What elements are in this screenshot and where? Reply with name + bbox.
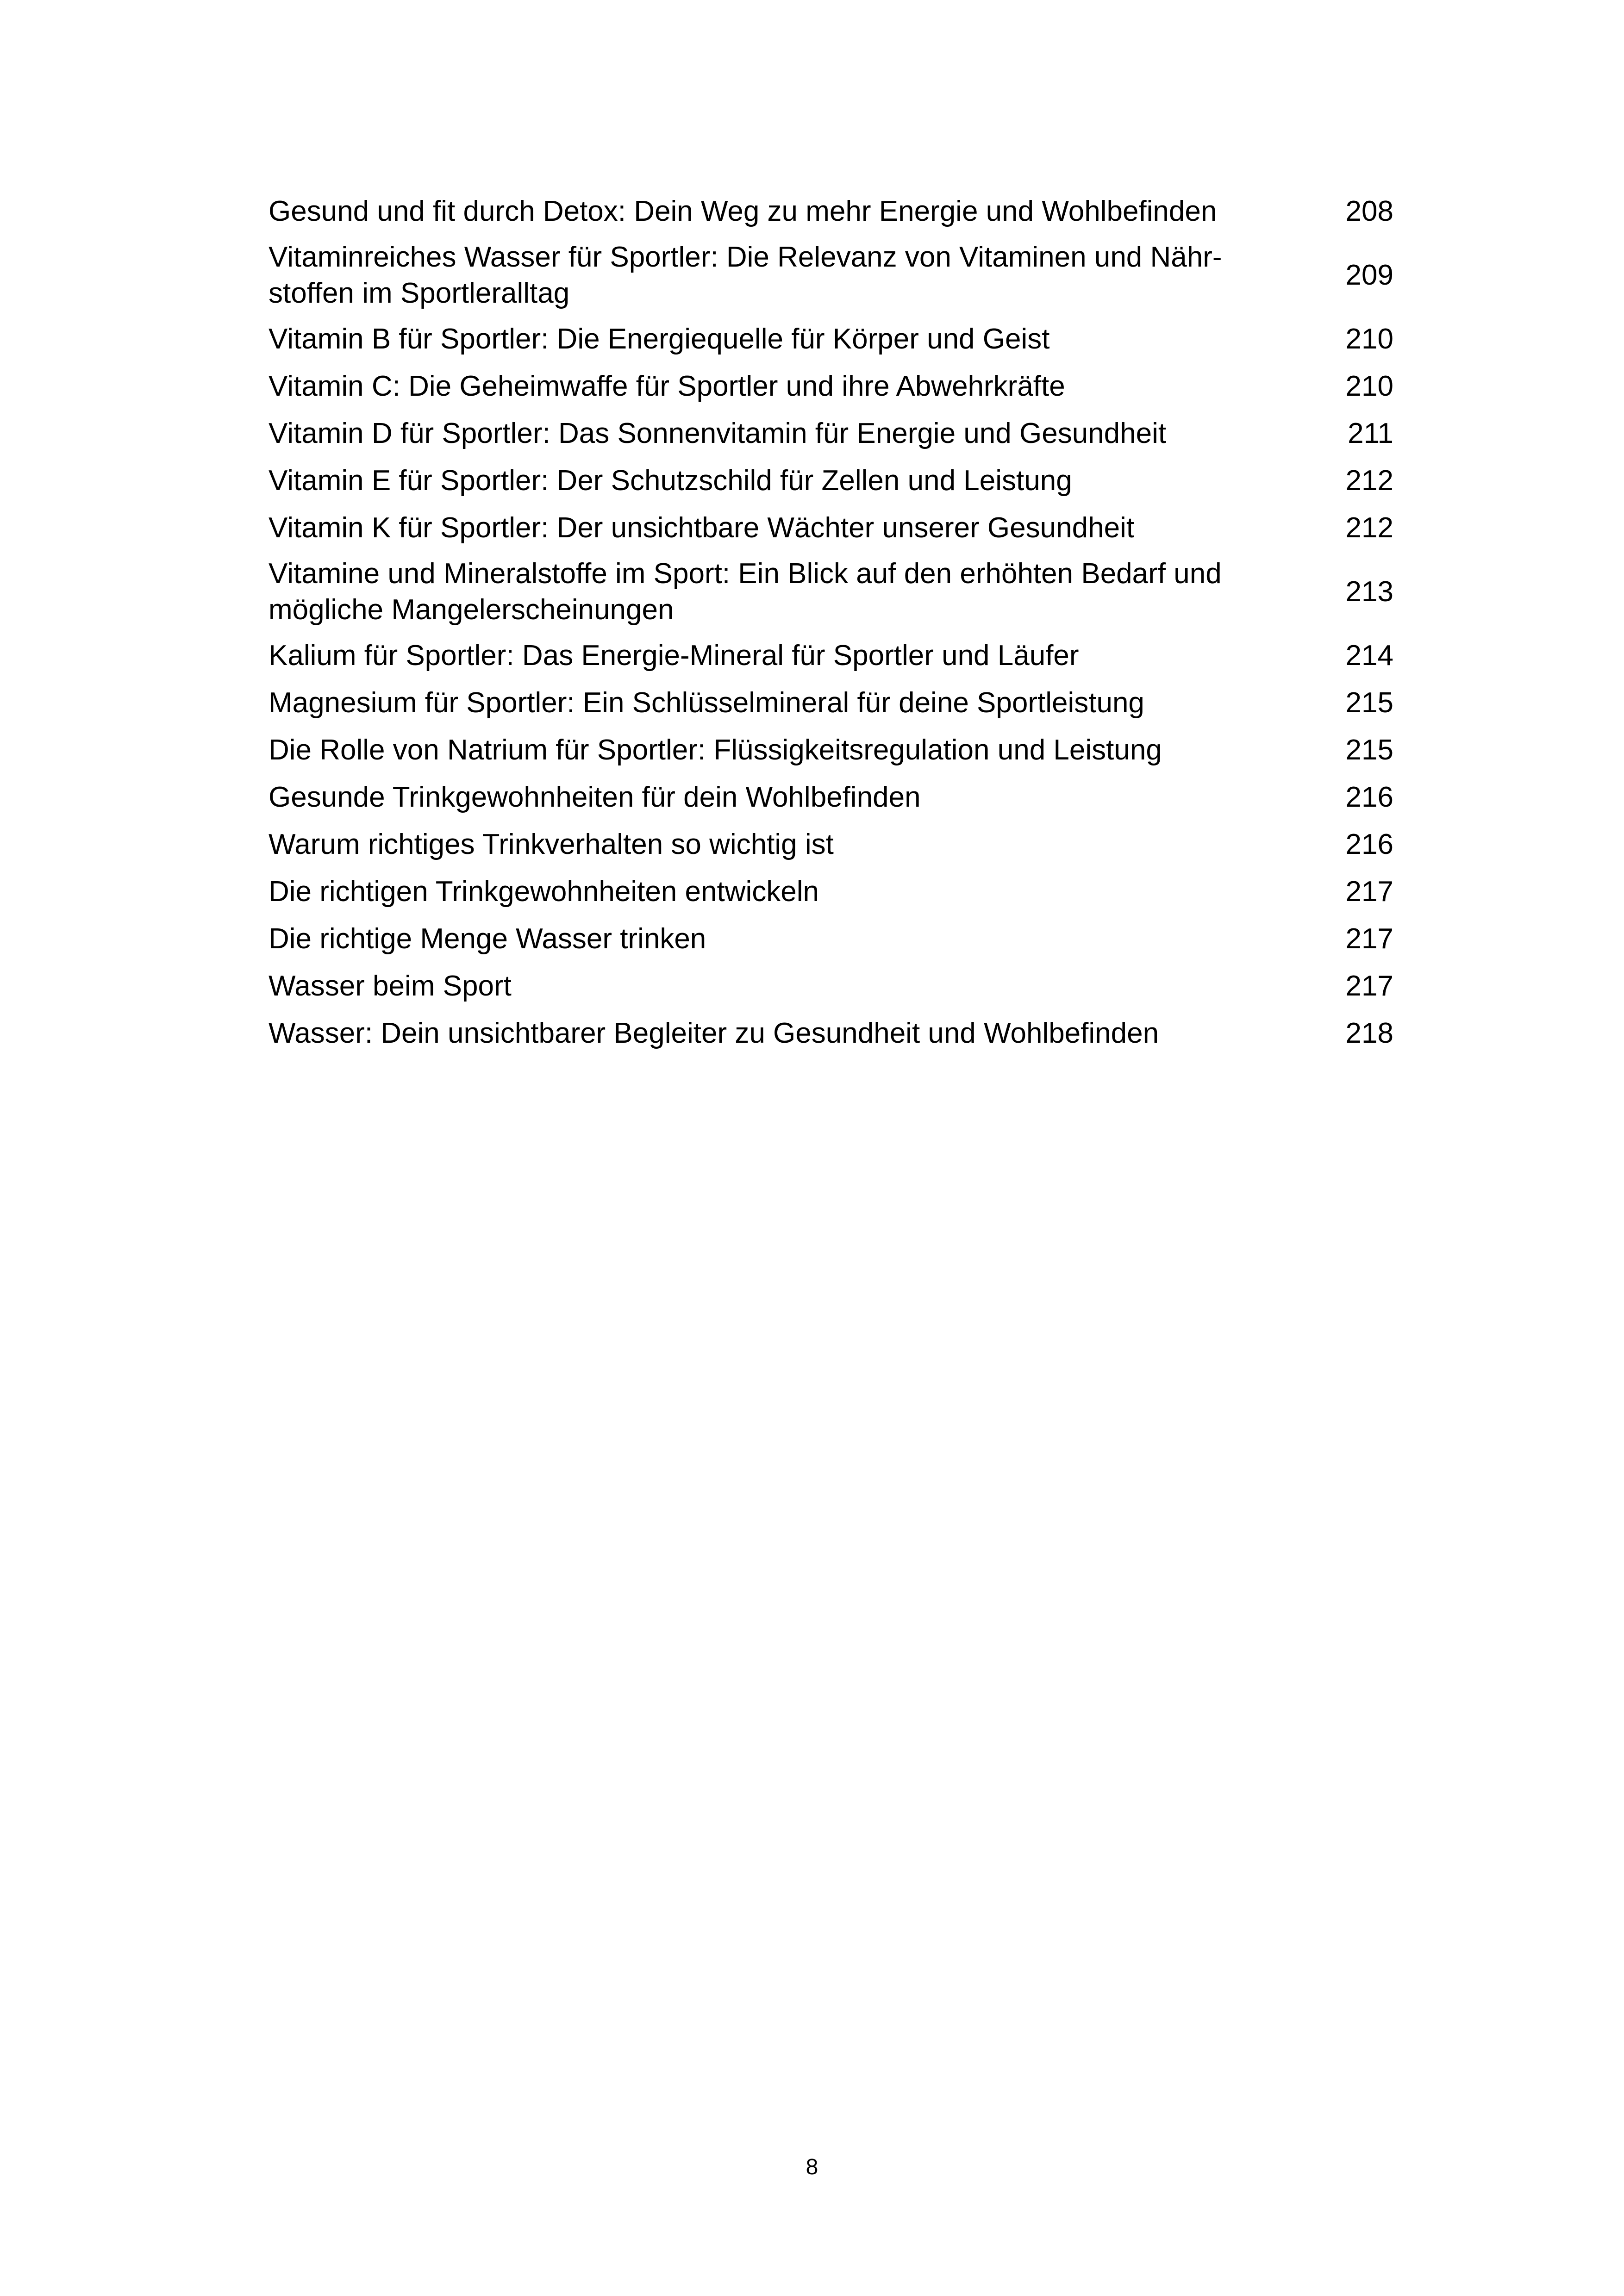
toc-entry-page: 208	[1345, 195, 1393, 227]
toc-entry-page: 213	[1345, 576, 1393, 608]
toc-entry-page: 217	[1345, 970, 1393, 1002]
toc-entry-title: Gesunde Trinkgewohnheiten für dein Wohlbefinden	[269, 781, 921, 813]
toc-entry-page: 218	[1345, 1017, 1393, 1049]
toc-entry-page: 210	[1345, 370, 1393, 402]
toc-entry[interactable]	[269, 316, 1393, 363]
toc-entry[interactable]	[269, 363, 1393, 410]
toc-entry-page: 212	[1345, 512, 1393, 544]
toc-entry-title: Wasser beim Sport	[269, 970, 512, 1002]
toc-entry-page: 215	[1345, 687, 1393, 719]
toc-entry-title: Magnesium für Sportler: Ein Schlüsselmineral für deine Sportleistung	[269, 687, 1144, 719]
toc-entry[interactable]	[269, 727, 1393, 774]
toc-entry[interactable]	[269, 632, 1393, 679]
toc-entry-title: Vitamin C: Die Geheimwaffe für Sportler und ihre Abwehrkräfte	[269, 370, 1065, 402]
toc-entry-title-line: Vitamine und Mineralstoffe im Sport: Ein Blick auf den erhöhten Bedarf und	[269, 558, 1222, 590]
toc-entry-title-line: Vitaminreiches Wasser für Sportler: Die Relevanz von Vitaminen und Nähr-	[269, 241, 1222, 273]
toc-entry-title: Vitamin D für Sportler: Das Sonnenvitamin für Energie und Gesundheit	[269, 417, 1167, 449]
toc-entry-title: Warum richtiges Trinkverhalten so wichtig ist	[269, 828, 834, 860]
toc-entry[interactable]	[269, 774, 1393, 821]
toc-entry[interactable]	[269, 235, 1393, 316]
toc-entry-title-line: mögliche Mangelerscheinungen	[269, 594, 674, 626]
toc-entry-title: Kalium für Sportler: Das Energie-Mineral für Sportler und Läufer	[269, 640, 1079, 672]
toc-entry-page: 217	[1345, 923, 1393, 955]
toc-entry[interactable]	[269, 963, 1393, 1010]
toc-entry-page: 214	[1345, 640, 1393, 672]
toc-entry-title: Die Rolle von Natrium für Sportler: Flüssigkeitsregulation und Leistung	[269, 734, 1162, 766]
toc-entry-page: 216	[1345, 781, 1393, 813]
page-number: 8	[806, 2155, 818, 2179]
toc-entry[interactable]	[269, 915, 1393, 963]
toc-entry-page: 212	[1345, 465, 1393, 497]
toc-entry[interactable]	[269, 457, 1393, 504]
toc-entry-title	[269, 239, 1310, 311]
toc-entry[interactable]	[269, 868, 1393, 915]
toc-entry-title: Vitamin B für Sportler: Die Energiequelle für Körper und Geist	[269, 323, 1050, 355]
toc-entry-title-line: stoffen im Sportleralltag	[269, 277, 570, 309]
toc-entry-title	[269, 556, 1310, 628]
toc-entry[interactable]	[269, 552, 1393, 632]
toc-entry-page: 211	[1348, 417, 1393, 449]
toc-entry[interactable]	[269, 410, 1393, 457]
toc-entry[interactable]	[269, 679, 1393, 727]
toc-entry-title: Gesund und fit durch Detox: Dein Weg zu mehr Energie und Wohlbefinden	[269, 195, 1217, 227]
toc-entry[interactable]	[269, 1010, 1393, 1057]
toc-entry-page: 215	[1345, 734, 1393, 766]
toc-entry-title: Vitamin K für Sportler: Der unsichtbare Wächter unserer Gesundheit	[269, 512, 1135, 544]
toc-entry[interactable]	[269, 188, 1393, 235]
toc-entry-title: Vitamin E für Sportler: Der Schutzschild für Zellen und Leistung	[269, 465, 1072, 497]
toc-entry-title: Wasser: Dein unsichtbarer Begleiter zu Gesundheit und Wohlbefinden	[269, 1017, 1159, 1049]
toc-entry[interactable]	[269, 821, 1393, 868]
toc-entry-title: Die richtigen Trinkgewohnheiten entwickeln	[269, 876, 819, 908]
toc-entry-page: 217	[1345, 876, 1393, 908]
toc-entry[interactable]	[269, 504, 1393, 552]
toc-entry-page: 209	[1345, 259, 1393, 291]
toc-entry-title: Die richtige Menge Wasser trinken	[269, 923, 706, 955]
table-of-contents	[269, 188, 1393, 1057]
toc-entry-page: 210	[1345, 323, 1393, 355]
toc-entry-page: 216	[1345, 828, 1393, 860]
